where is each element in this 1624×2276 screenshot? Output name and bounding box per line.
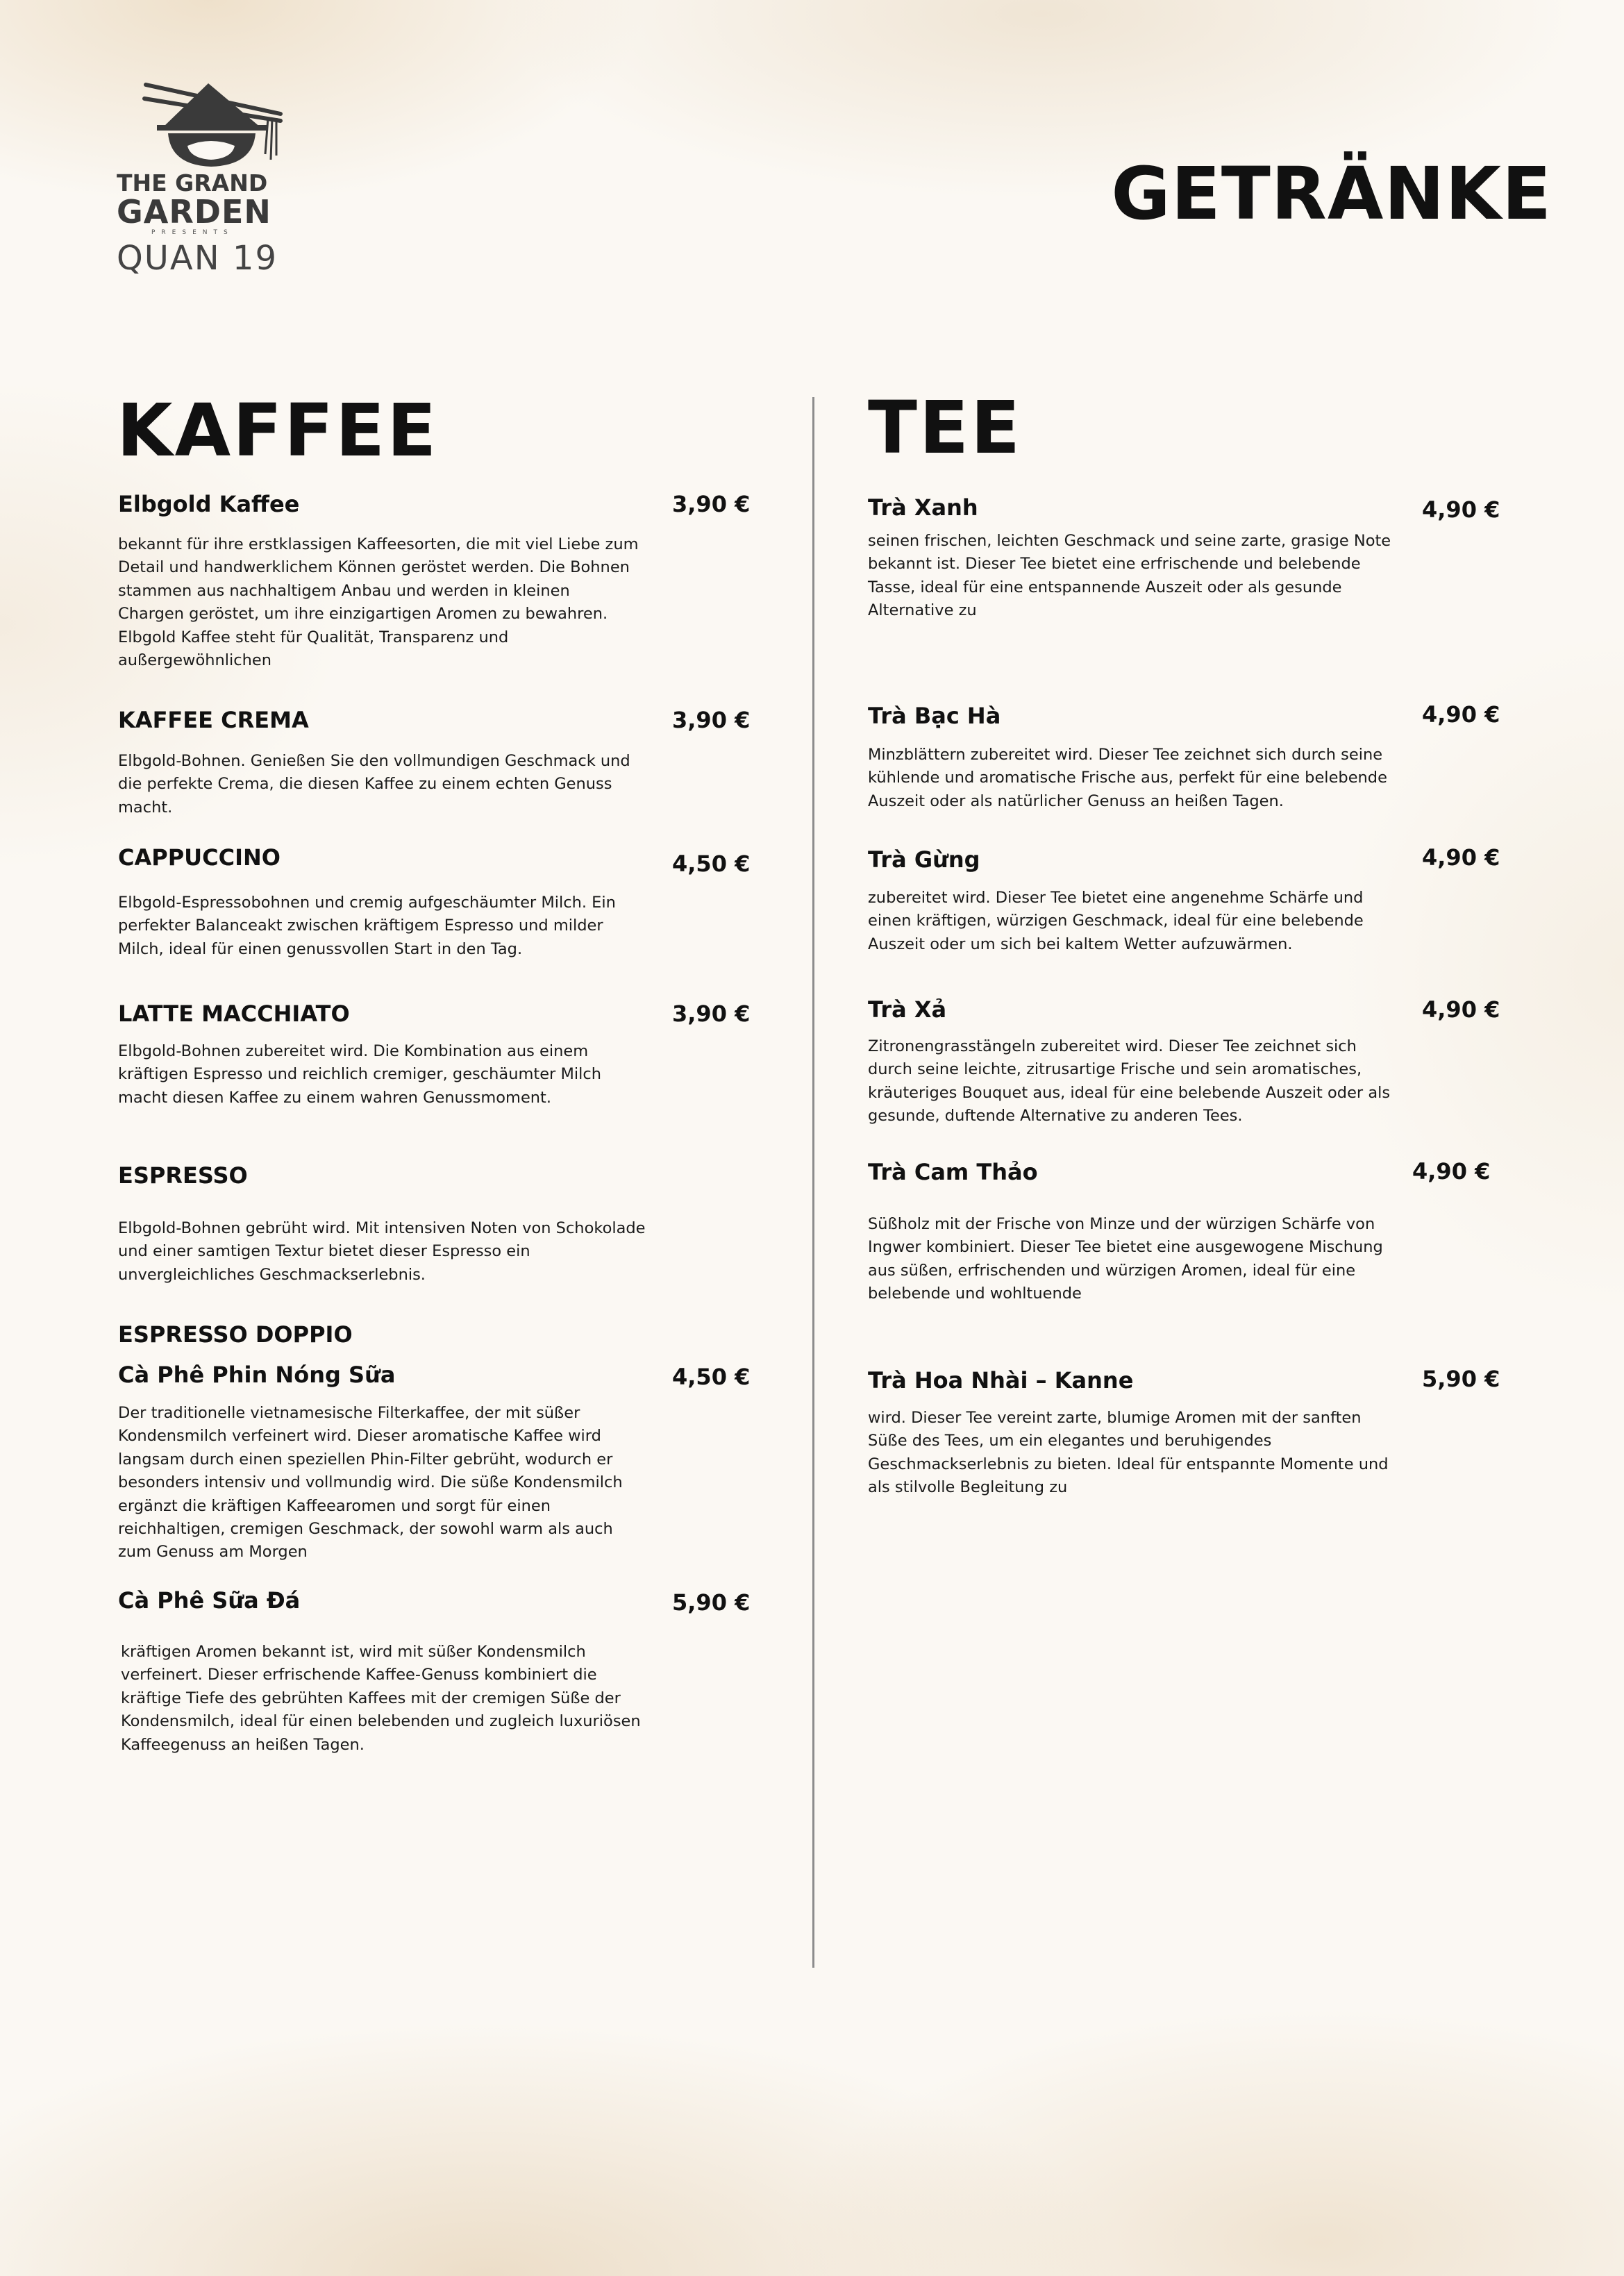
item-description: seinen frischen, leichten Geschmack und seine zarte, grasige Note bekannt ist. Dieser Tee bietet eine erfrischende und belebende Tasse, ideal für eine entspannende Auszeit oder als gesunde Alternative zu	[868, 532, 1391, 620]
column-divider	[812, 397, 814, 1968]
brand-line-3: QUAN 19	[117, 239, 278, 278]
item-price: 5,90 €	[672, 1589, 751, 1616]
item-description: Elbgold-Bohnen. Genießen Sie den vollmundigen Geschmack und die perfekte Crema, die diesen Kaffee zu einem echten Genuss macht.	[118, 752, 630, 817]
item-name: Trà Cam Thảo	[868, 1159, 1038, 1185]
item-name: Trà Hoa Nhài – Kanne	[868, 1367, 1134, 1394]
brand-presents: PRESENTS	[151, 229, 234, 236]
item-price: 4,50 €	[672, 851, 751, 877]
item-price: 4,90 €	[1422, 496, 1500, 523]
item-price: 4,90 €	[1422, 701, 1500, 728]
item-price: 3,90 €	[672, 1001, 751, 1027]
item-price: 4,90 €	[1412, 1158, 1491, 1185]
item-description: Der traditionelle vietnamesische Filterkaffee, der mit süßer Kondensmilch verfeinert wird. Dieser aromatische Kaffee wird langsam durch einen speziellen Phin-Filter gebrüht, wodurch er besonders intensiv und vollmundig wird. Die süße Kondensmilch ergänzt die kräftigen Kaffeearomen und sorgt für einen reichhaltigen, cremigen Geschmack, der sowohl warm als auch zum Genuss am Morgen	[118, 1404, 623, 1562]
item-description: wird. Dieser Tee vereint zarte, blumige Aromen mit der sanften Süße des Tees, um ein elegantes und beruhigendes Geschmackserlebnis zu bieten. Ideal für entspannte Momente und als stilvolle Begleitung zu	[868, 1409, 1389, 1497]
item-name: Cà Phê Sữa Đá	[118, 1587, 301, 1614]
item-name: Trà Xanh	[868, 494, 978, 521]
page-title: GETRÄNKE	[1111, 151, 1552, 236]
brand-logo	[117, 78, 283, 286]
item-price: 5,90 €	[1422, 1366, 1500, 1392]
item-price: 3,90 €	[672, 491, 751, 517]
item-name: Cà Phê Phin Nóng Sữa	[118, 1362, 396, 1388]
item-price: 4,90 €	[1422, 844, 1500, 871]
item-name: Trà Bạc Hà	[868, 703, 1001, 729]
item-description: bekannt für ihre erstklassigen Kaffeesorten, die mit viel Liebe zum Detail und handwerklichem Können geröstet werden. Die Bohnen stammen aus nachhaltigem Anbau und werden in kleinen Chargen geröstet, um ihre einzigartigen Aromen zu bewahren. Elbgold Kaffee steht für Qualität, Transparenz und außergewöhnlichen	[118, 535, 639, 670]
item-name: Trà Xả	[868, 996, 947, 1023]
item-name: ESPRESSO	[118, 1162, 248, 1189]
item-name: CAPPUCCINO	[118, 844, 281, 871]
item-price: 3,90 €	[672, 707, 751, 733]
item-name: Elbgold Kaffee	[118, 491, 300, 517]
item-description: Elbgold-Espressobohnen und cremig aufgeschäumter Milch. Ein perfekter Balanceakt zwischen kräftigem Espresso und milder Milch, ideal für einen genussvollen Start in den Tag.	[118, 894, 616, 958]
tee-section-title: TEE	[868, 385, 1023, 470]
item-description: Süßholz mit der Frische von Minze und der würzigen Schärfe von Ingwer kombiniert. Dieser Tee bietet eine ausgewogene Mischung aus süßen, erfrischenden und würzigen Aromen, ideal für eine belebende und wohltuende	[868, 1215, 1383, 1303]
item-name: KAFFEE CREMA	[118, 707, 309, 733]
item-price: 4,50 €	[672, 1364, 751, 1390]
item-name: LATTE MACCHIATO	[118, 1001, 350, 1027]
item-name: ESPRESSO DOPPIO	[118, 1321, 353, 1348]
item-description: kräftigen Aromen bekannt ist, wird mit süßer Kondensmilch verfeinert. Dieser erfrischende Kaffee-Genuss kombiniert die kräftige Tiefe des gebrühten Kaffees mit der cremigen Süße der Kondensmilch, ideal für einen belebenden und zugleich luxuriösen Kaffeegenuss an heißen Tagen.	[121, 1643, 641, 1754]
noodle-bowl-icon	[142, 78, 287, 168]
brand-line-1: THE GRAND	[117, 169, 268, 196]
kaffee-section-title: KAFFEE	[117, 388, 439, 473]
item-description: Elbgold-Bohnen gebrüht wird. Mit intensiven Noten von Schokolade und einer samtigen Textur bietet dieser Espresso ein unvergleichliches Geschmackserlebnis.	[118, 1219, 646, 1284]
item-name: Trà Gừng	[868, 846, 980, 873]
item-description: Elbgold-Bohnen zubereitet wird. Die Kombination aus einem kräftigen Espresso und reichlich cremiger, geschäumter Milch macht diesen Kaffee zu einem wahren Genussmoment.	[118, 1042, 601, 1107]
item-description: zubereitet wird. Dieser Tee bietet eine angenehme Schärfe und einen kräftigen, würzigen Geschmack, ideal für eine belebende Auszeit oder um sich bei kaltem Wetter aufzuwärmen.	[868, 889, 1364, 953]
brand-line-2: GARDEN	[117, 193, 271, 231]
item-price: 4,90 €	[1422, 996, 1500, 1023]
item-description: Zitronengrasstängeln zubereitet wird. Dieser Tee zeichnet sich durch seine leichte, zitrusartige Frische und sein aromatisches, kräuteriges Bouquet aus, ideal für eine belebende Auszeit oder als gesunde, duftende Alternative zu anderen Tees.	[868, 1037, 1391, 1126]
item-description: Minzblättern zubereitet wird. Dieser Tee zeichnet sich durch seine kühlende und aromatische Frische aus, perfekt für eine belebende Auszeit oder als natürlicher Genuss an heißen Tagen.	[868, 746, 1387, 810]
